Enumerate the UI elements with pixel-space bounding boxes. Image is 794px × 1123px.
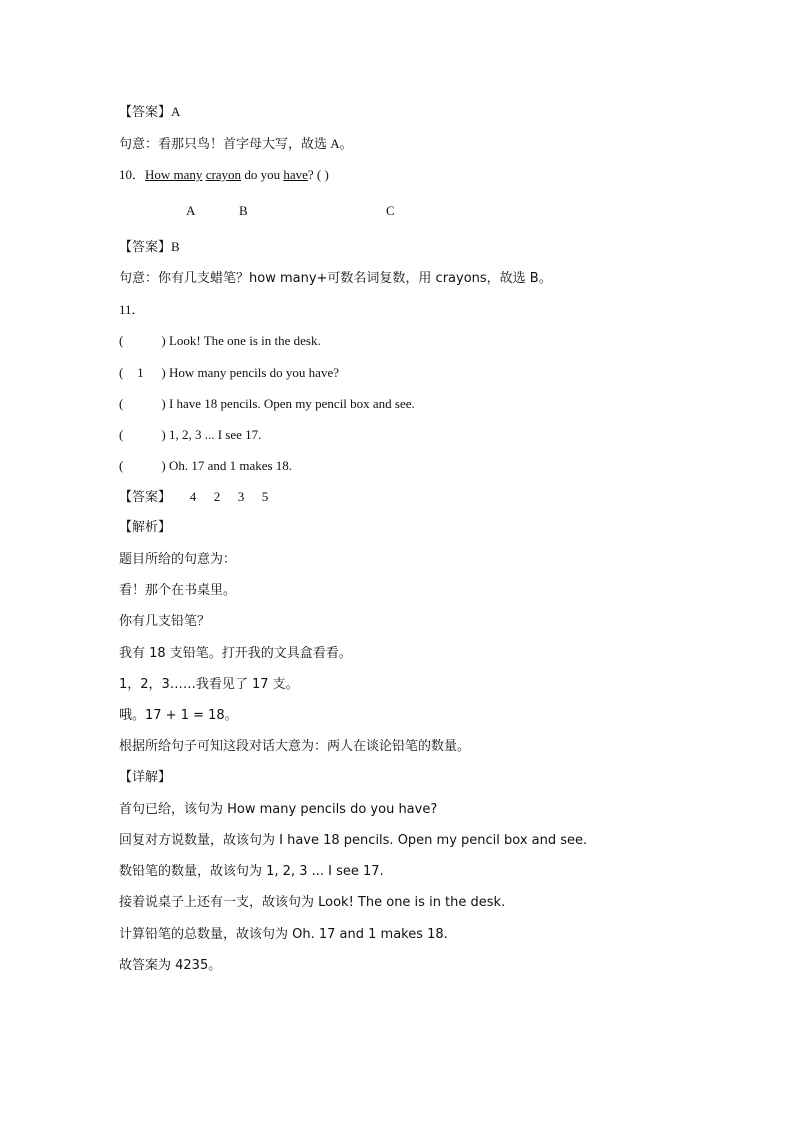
q9-answer-line [119, 104, 180, 121]
q11-row [119, 396, 415, 412]
q10-question [119, 167, 329, 183]
paren-close: ) [161, 427, 166, 442]
row-sentence: Look! The one is in the desk. [165, 333, 321, 348]
option-a: A [186, 203, 196, 218]
underlined-phrase: How many [145, 167, 203, 182]
q11-row [119, 427, 261, 443]
analysis-line: 根据所给句子可知这段对话大意为：两人在谈论铅笔的数量。 [119, 739, 471, 754]
q10-answer-line [119, 239, 180, 256]
q9-explain-end: 。 [339, 137, 353, 152]
q11-row [119, 365, 339, 381]
analysis-line: 题目所给的句意为： [119, 552, 237, 567]
answer-label: 【答案】 [119, 490, 172, 505]
paren-open: ( [119, 396, 124, 411]
option-c: C [386, 203, 395, 218]
analysis-line: 哦。17 + 1 = 18。 [119, 708, 238, 723]
answer-digit: 4 [189, 489, 197, 504]
paren-open: ( [119, 333, 124, 348]
paren-open: ( [119, 458, 124, 473]
q11-number: 11． [119, 302, 145, 317]
q9-explanation [119, 136, 353, 153]
detail-line: 数铅笔的数量，故该句为 1, 2, 3 ... I see 17. [119, 864, 384, 879]
detail-line: 计算铅笔的总数量，故该句为 Oh. 17 and 1 makes 18. [119, 927, 448, 942]
answer-blank: ? ( ) [307, 167, 329, 182]
q11-row [119, 333, 321, 349]
answer-value: B [171, 239, 180, 254]
question-text: do you [241, 167, 284, 182]
paren-open: ( [119, 427, 124, 442]
q11-row [119, 458, 292, 474]
row-sentence: Oh. 17 and 1 makes 18. [165, 458, 293, 473]
q11-answer-line [119, 489, 277, 506]
row-sentence: How many pencils do you have? [165, 365, 339, 380]
row-number: 1 [137, 365, 144, 380]
paren-close: ) [161, 365, 166, 380]
q10-explanation: 句意：你有几支蜡笔？how many+可数名词复数，用 crayons，故选 B。 [119, 271, 552, 286]
answer-digit: 3 [237, 489, 245, 504]
underlined-word: crayon [205, 167, 242, 182]
answer-value: A [171, 104, 181, 119]
underlined-word: have [283, 167, 308, 182]
answer-digit: 2 [213, 489, 221, 504]
question-number: 10． [119, 167, 146, 182]
answer-label: 【答案】 [119, 240, 172, 255]
paren-close: ) [161, 458, 166, 473]
analysis-line: 1，2，3……我看见了 17 支。 [119, 677, 299, 692]
analysis-line: 看！那个在书桌里。 [119, 583, 237, 598]
detail-label: 【详解】 [119, 770, 172, 785]
row-sentence: 1, 2, 3 ... I see 17. [165, 427, 262, 442]
q9-explain-letter: A [327, 136, 340, 151]
analysis-line: 我有 18 支铅笔。打开我的文具盒看看。 [119, 646, 352, 661]
detail-line: 故答案为 4235。 [119, 958, 222, 973]
detail-line: 首句已给，该句为 How many pencils do you have? [119, 802, 438, 817]
analysis-label: 【解析】 [119, 520, 172, 535]
answer-digit: 5 [261, 489, 269, 504]
q9-explain-text: 句意：看那只鸟！首字母大写，故选 [119, 137, 328, 152]
detail-line: 接着说桌子上还有一支，故该句为 Look! The one is in the desk. [119, 895, 506, 910]
answer-label: 【答案】 [119, 105, 172, 120]
detail-line: 回复对方说数量，故该句为 I have 18 pencils. Open my pencil box and see. [119, 833, 588, 848]
paren-close: ) [161, 396, 166, 411]
option-b: B [239, 203, 248, 218]
paren-close: ) [161, 333, 166, 348]
analysis-line: 你有几支铅笔？ [119, 614, 211, 629]
paren-open: ( [119, 365, 124, 380]
row-sentence: I have 18 pencils. Open my pencil box and see. [165, 396, 415, 411]
